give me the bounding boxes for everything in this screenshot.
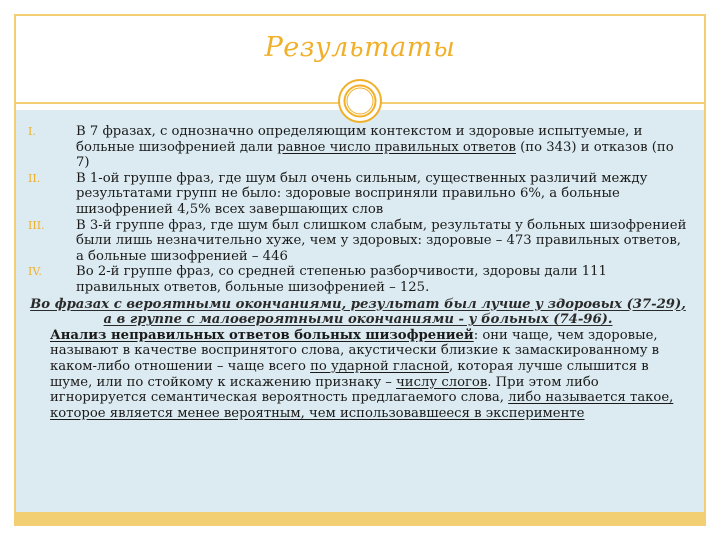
analysis-colon: :: [473, 327, 479, 343]
item-text: В 1-ой группе фраз, где шум был очень сильным, существенных различий между результатами групп не было: здоровые восприняли правильно 6%, а больные шизофренией 4,5% всех завершающих слов: [76, 170, 648, 217]
item-text: Во 2-й группе фраз, со средней степенью разборчивости, здоровы дали 111 правильных ответов, больные шизофренией – 125.: [76, 264, 607, 295]
results-text: [28, 124, 688, 421]
analysis-text: . При этом либо игнорируется семантическая вероятность предлагаемого слова,: [50, 374, 599, 406]
item-number: IV.: [28, 265, 42, 279]
analysis-underlined: числу слогов: [396, 374, 488, 390]
item-text: В 7 фразах, с однозначно определяющим контекстом и здоровые испытуемые, и больные шизофренией дали: [76, 124, 643, 155]
list-item: [28, 171, 688, 218]
slide-title: Результаты: [264, 32, 456, 63]
analysis-heading: Анализ неправильных ответов больных шизофренией: [50, 327, 474, 343]
item-text: В 3-й группе фраз, где шум был слишком слабым, результаты у больных шизофренией были лишь незначительно хуже, чем у здоровых: здоровые – 473 правильных ответов, а больные шизофренией – 446: [76, 217, 687, 264]
item-text: (по 343) и отказов (по 7): [76, 139, 674, 171]
list-item: [28, 124, 688, 171]
item-number: III.: [28, 218, 45, 232]
item-number: II.: [28, 171, 41, 185]
item-number: I.: [28, 125, 36, 138]
conclusion-text: Во фразах с вероятными окончаниями, результат был лучше у здоровых (37-29), а в группе с маловероятными окончаниями - у больных (74-96).: [30, 296, 686, 328]
analysis-underlined: по ударной гласной: [310, 358, 449, 374]
bottom-bar: [16, 512, 704, 524]
item-text-underlined: равное число правильных ответов: [277, 139, 516, 155]
list-item: [28, 218, 688, 265]
analysis-text: , которая лучше слышится в шуме, или по стойкому к искажению признаку –: [50, 358, 649, 390]
analysis-paragraph: [28, 328, 688, 422]
analysis-text: они чаще, чем здоровые, называют в качестве воспринятого слова, акустически близкие к замаскированному в каком-либо отношении – чаще всего: [50, 327, 660, 374]
analysis-underlined: либо называется такое, которое является менее вероятным, чем использовавшееся в эксперименте: [50, 390, 674, 421]
ring-ornament-icon: [337, 78, 383, 124]
list-item: [28, 264, 688, 295]
